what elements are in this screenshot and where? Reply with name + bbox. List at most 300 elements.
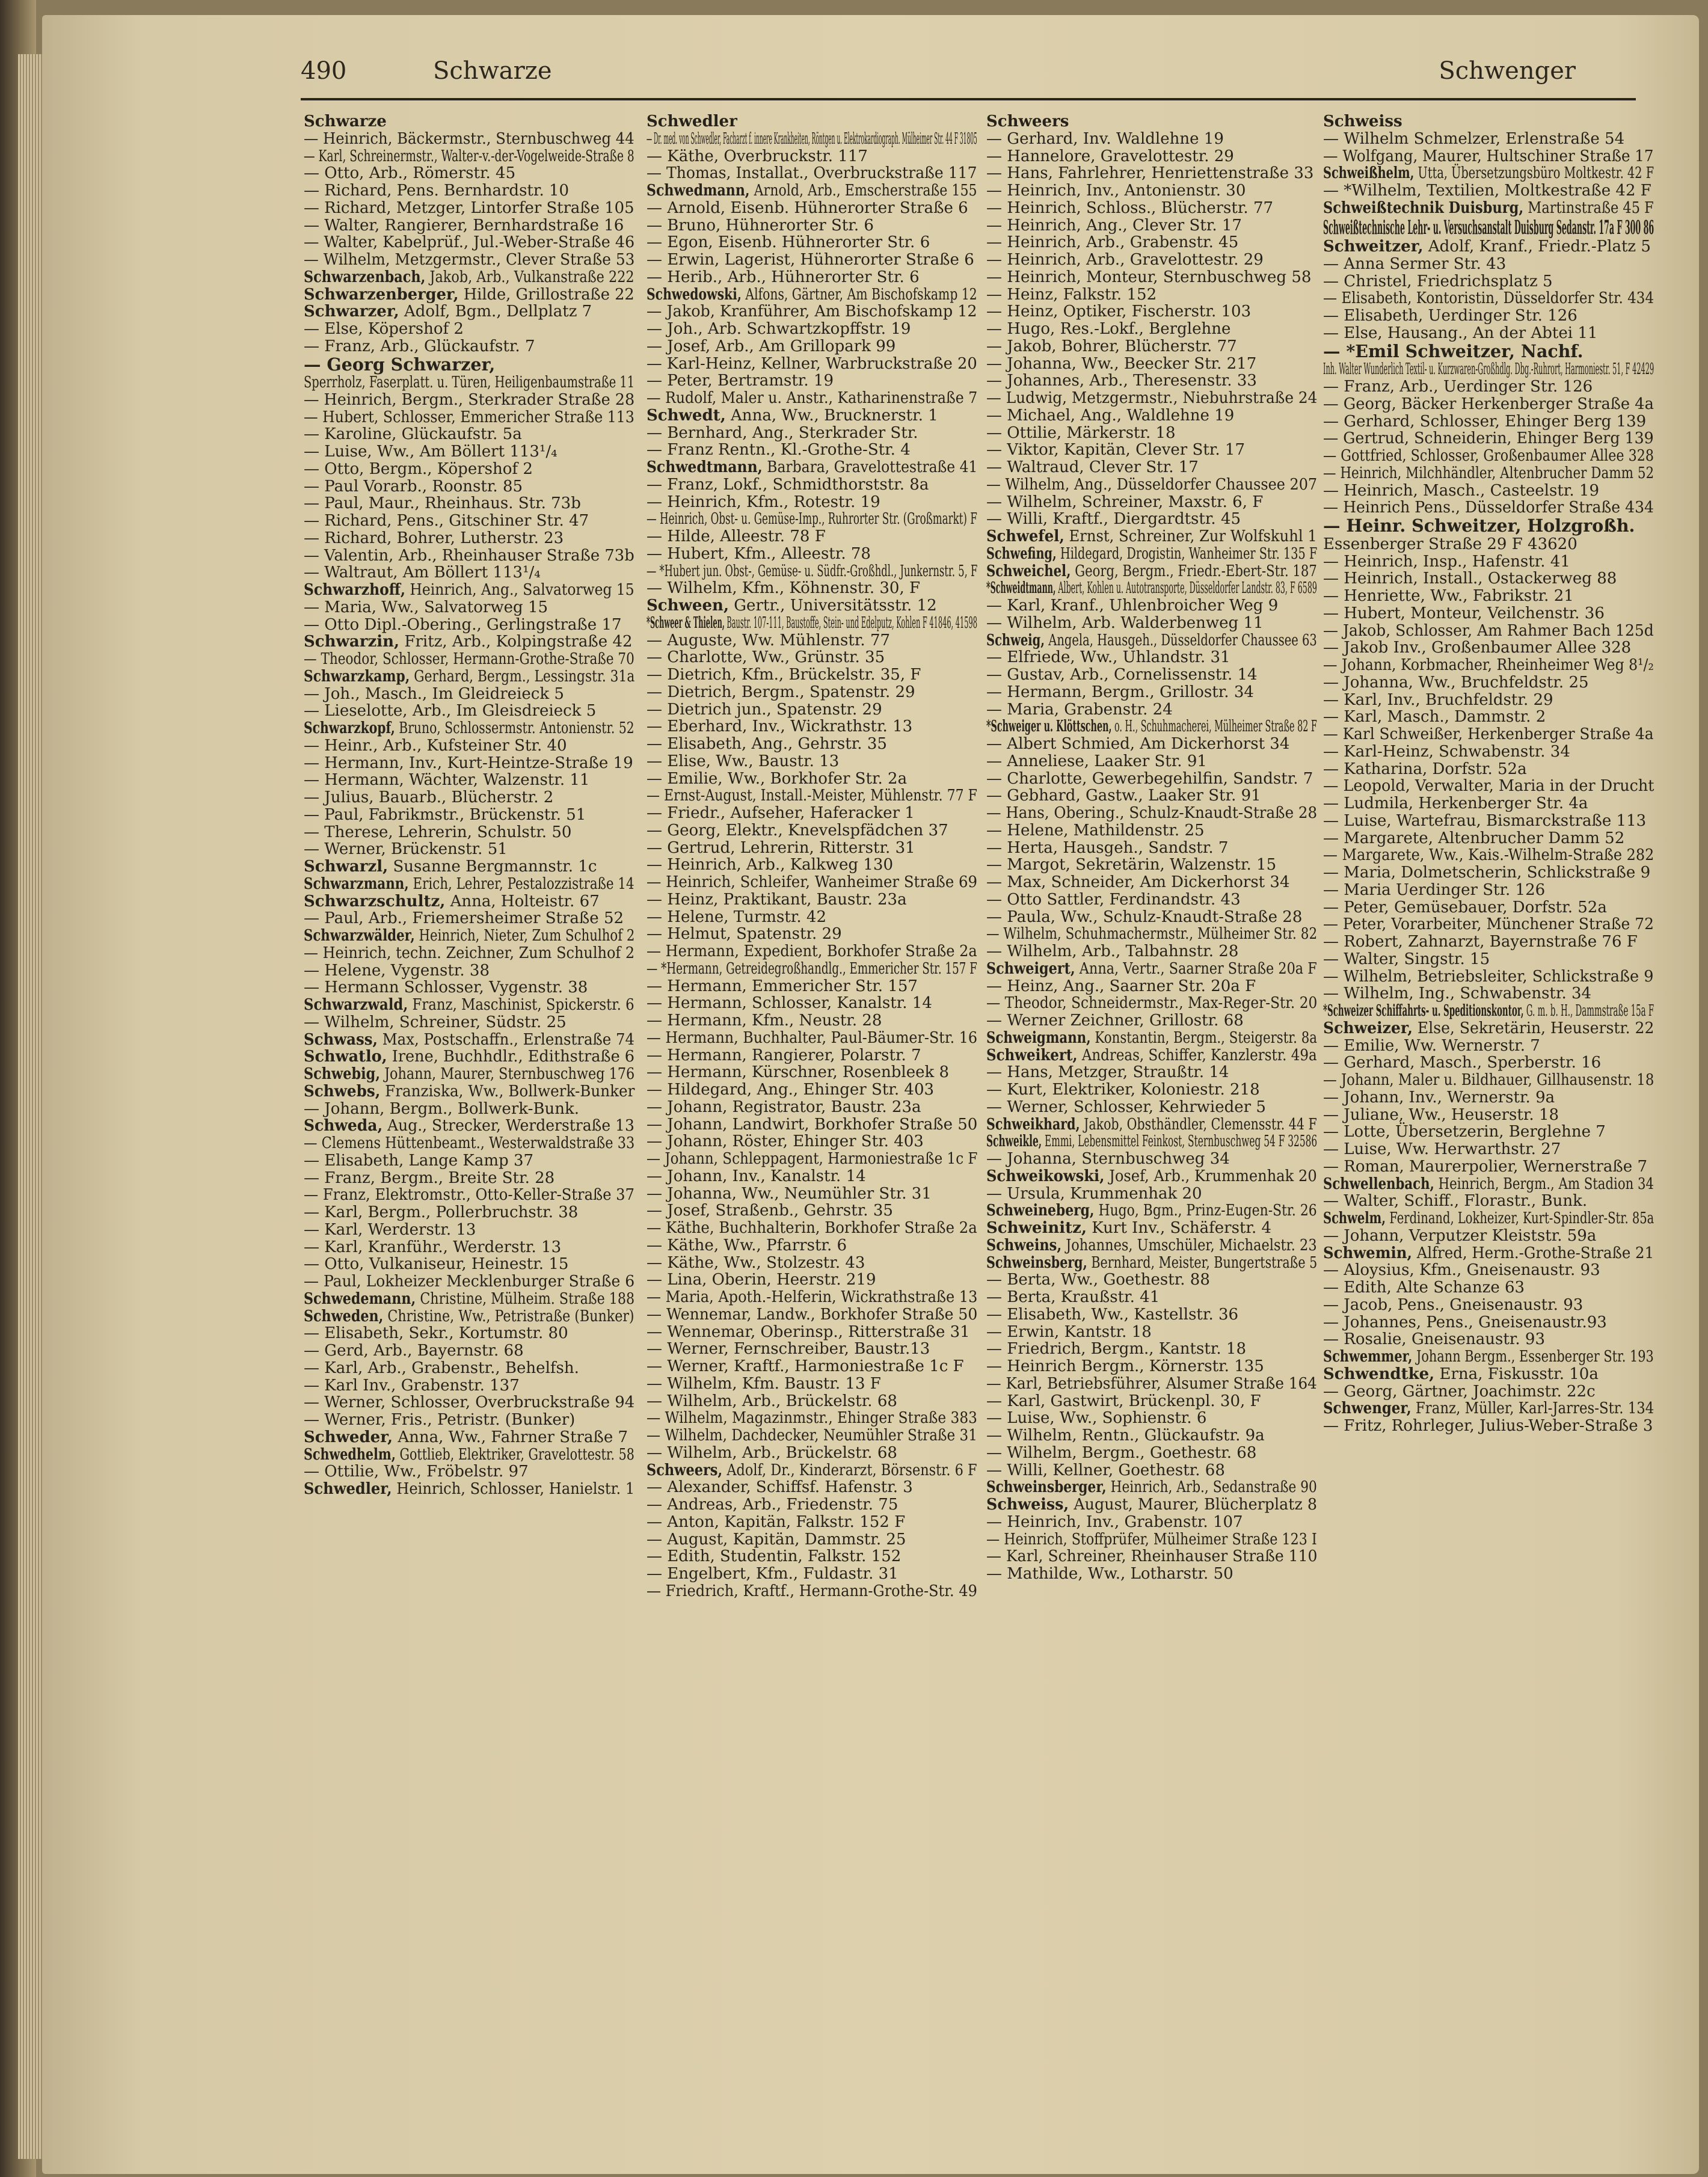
directory-entry (986, 753, 1320, 770)
entry-text: — Georg, Bäcker Herkenberger Straße 4a (1323, 395, 1654, 413)
directory-entry (647, 165, 980, 182)
entry-text: — Margot, Sekretärin, Walzenstr. 15 (986, 856, 1277, 874)
entry-text: — Peter, Vorarbeiter, Münchener Straße 72 (1323, 915, 1654, 934)
entry-name: Schweiss (1323, 113, 1402, 130)
entry-text: Baustr. 107-111, Baustoffe, Stein- und Edelputz, Kohlen F 41846, 41598 (724, 613, 977, 632)
directory-entry (1323, 361, 1657, 378)
directory-entry (647, 425, 980, 442)
directory-entry (1323, 256, 1657, 273)
entry-text: — Hildegard, Ang., Ehinger Str. 403 (647, 1081, 935, 1099)
entry-text: — Auguste, Ww. Mühlenstr. 77 (647, 631, 891, 649)
directory-entry (1323, 148, 1657, 165)
page-header (301, 57, 1576, 99)
directory-entry (986, 718, 1320, 735)
directory-entry (986, 165, 1320, 182)
entry-name: Schwedt, (647, 405, 726, 425)
directory-entry (647, 978, 980, 995)
entry-text: — Johanna, Sternbuschweg 34 (986, 1150, 1230, 1168)
directory-entry (647, 441, 980, 459)
entry-name: Schweikle, (986, 1132, 1042, 1151)
directory-entry (647, 684, 980, 701)
directory-entry (304, 1481, 637, 1498)
directory-entry (986, 528, 1320, 545)
directory-entry (1323, 1193, 1657, 1210)
entry-text: Martinstraße 45 F (1523, 198, 1654, 217)
directory-entry (1323, 761, 1657, 778)
directory-entry (304, 582, 637, 599)
entry-text: — Elisabeth, Kontoristin, Düsseldorfer Str. 434 (1323, 289, 1654, 308)
directory-entry (647, 787, 980, 805)
entry-name: Schweinitz, (986, 1218, 1087, 1237)
entry-text: — Julius, Bauarb., Blücherstr. 2 (304, 788, 554, 807)
directory-entry (647, 459, 980, 476)
header-rule (301, 98, 1636, 100)
entry-text: — Arnold, Eisenb. Hühnerorter Straße 6 (647, 198, 968, 217)
directory-entry (1323, 273, 1657, 290)
directory-entry (1323, 342, 1657, 361)
entry-text: — Johanna, Ww., Bruchfeldstr. 25 (1323, 673, 1589, 692)
entry-text: — Margarete, Ww., Kais.-Wilhelm-Straße 282 (1323, 846, 1654, 865)
directory-entry (1323, 1158, 1657, 1176)
directory-entry (1323, 1107, 1657, 1124)
directory-entry (986, 701, 1320, 719)
entry-text: — Dietrich, Bergm., Spatenstr. 29 (647, 683, 915, 701)
directory-entry (304, 165, 637, 182)
directory-entry (986, 943, 1320, 960)
directory-entry (647, 1220, 980, 1237)
entry-text: — Johann, Maler u. Bildhauer, Gillhausenstr. 18 (1323, 1071, 1654, 1090)
entry-text: — Maria, Dolmetscherin, Schlickstraße 9 (1323, 864, 1651, 882)
entry-text: — Luise, Ww., Sophienstr. 6 (986, 1409, 1207, 1428)
directory-entry (647, 805, 980, 822)
directory-entry (1323, 1348, 1657, 1366)
directory-entry (304, 182, 637, 200)
entry-text: — Roman, Maurerpolier, Wernerstraße 7 (1323, 1157, 1648, 1176)
entry-text: — Alexander, Schiffsf. Hafenstr. 3 (647, 1478, 913, 1497)
entry-text: — Jakob, Kranführer, Am Bischofskamp 12 (647, 302, 977, 321)
directory-entry (304, 945, 637, 962)
entry-name: Schweineberg, (986, 1201, 1095, 1220)
directory-entry (647, 1548, 980, 1565)
directory-entry (304, 996, 637, 1014)
directory-entry (304, 1463, 637, 1481)
entry-text: Barbara, Gravelottestraße 41 (762, 458, 978, 476)
directory-entry (304, 927, 637, 945)
directory-entry (1323, 726, 1657, 743)
directory-entry (647, 615, 980, 632)
entry-name: Schweikhard, (986, 1114, 1080, 1134)
directory-entry (647, 926, 980, 943)
entry-text: — Karl-Heinz, Kellner, Warbruckstraße 20 (647, 354, 977, 373)
directory-entry (1323, 882, 1657, 899)
entry-text: — Wilhelm, Schreiner, Maxstr. 6, F (986, 493, 1264, 511)
directory-entry (647, 390, 980, 407)
directory-entry (647, 1012, 980, 1030)
column-4 (1323, 113, 1657, 2152)
entry-text: — Kurt, Elektriker, Koloniestr. 218 (986, 1081, 1260, 1099)
entry-text: — Wilhelm Schmelzer, Erlenstraße 54 (1323, 129, 1625, 148)
directory-entry (647, 1150, 980, 1168)
entry-text: — Hans, Metzger, Straußtr. 14 (986, 1063, 1229, 1082)
directory-entry (647, 182, 980, 200)
entry-text: — Wilhelm, Kfm., Köhnenstr. 30, F (647, 579, 921, 598)
directory-entry (986, 1340, 1320, 1358)
directory-entry (647, 372, 980, 390)
directory-entry (304, 979, 637, 996)
directory-entry (986, 355, 1320, 373)
entry-text: Gerhard, Bergm., Lessingstr. 31a (410, 667, 635, 686)
directory-entry (647, 1254, 980, 1272)
entry-text: — Helene, Turmstr. 42 (647, 907, 827, 926)
entry-text: — Richard, Pens. Bernhardstr. 10 (304, 182, 570, 200)
directory-entry (1323, 482, 1657, 500)
entry-name: Schweizer, (1323, 1018, 1413, 1037)
entry-text: — Hermann, Inv., Kurt-Heintze-Straße 19 (304, 754, 633, 772)
entry-name: — Heinr. Schweitzer, Holzgroßh. (1323, 515, 1635, 536)
entry-text: Heinrich, Ang., Salvatorweg 15 (405, 581, 634, 600)
entry-text: Bruno, Schlossermstr. Antonienstr. 52 (395, 719, 634, 738)
directory-entry (986, 1445, 1320, 1462)
entry-name: Schwedowski, (647, 284, 742, 304)
directory-entry (986, 390, 1320, 407)
entry-text: — Johann, Inv., Wernerstr. 9a (1323, 1088, 1555, 1107)
directory-entry (986, 511, 1320, 528)
directory-entry (647, 476, 980, 494)
entry-text: — Gertrud, Schneiderin, Ehinger Berg 139 (1323, 429, 1654, 448)
directory-entry (304, 1411, 637, 1429)
entry-text: Heinrich, Arb., Sedanstraße 90 (1106, 1478, 1317, 1497)
directory-entry (986, 649, 1320, 666)
entry-text: Ferdinand, Lokheizer, Kurt-Spindler-Str. 85a (1386, 1209, 1654, 1228)
entry-text: — Ernst-August, Install.-Meister, Mühlenstr. 77 F (647, 787, 977, 805)
directory-entry (986, 960, 1320, 978)
entry-text: — Wilhelm, Arb., Brückelstr. 68 (647, 1392, 897, 1410)
directory-entry (1323, 1417, 1657, 1435)
entry-text: Arnold, Arb., Emscherstraße 155 (749, 182, 977, 200)
directory-entry (304, 1187, 637, 1204)
entry-text: Jakob, Arb., Vulkanstraße 222 (425, 268, 634, 286)
entry-text: Adolf, Dr., Kinderarzt, Börsenstr. 6 F (722, 1461, 977, 1479)
entry-text: Sperrholz, Faserplatt. u. Türen, Heiligenbaumstraße 11 (304, 373, 635, 392)
entry-text: — Anneliese, Laaker Str. 91 (986, 752, 1207, 770)
entry-text: — Paul, Arb., Friemersheimer Straße 52 (304, 909, 624, 928)
entry-text: — Wilhelm, Magazinmstr., Ehinger Straße 383 (647, 1409, 977, 1428)
entry-text: — Franz, Arb., Glückaufstr. 7 (304, 337, 535, 355)
directory-entry (304, 876, 637, 893)
directory-entry (304, 1360, 637, 1377)
entry-name: Schwarzkamp, (304, 666, 410, 686)
entry-text: — Franz, Elektromstr., Otto-Keller-Straße 37 (304, 1186, 634, 1205)
entry-text: — Hermann, Wächter, Walzenstr. 11 (304, 771, 590, 790)
directory-entry (647, 234, 980, 251)
entry-name: Schwedmann, (647, 181, 750, 200)
entry-text: Andreas, Schiffer, Kanzlerstr. 49a (1077, 1046, 1317, 1064)
directory-entry (304, 720, 637, 737)
entry-text: — Werner, Schlosser, Overbruckstraße 94 (304, 1393, 635, 1412)
entry-text: — *Hermann, Getreidegroßhandlg., Emmericher Str. 157 F (647, 959, 977, 978)
directory-entry (647, 321, 980, 338)
directory-entry (1323, 1297, 1657, 1314)
directory-entry (986, 1220, 1320, 1237)
directory-entry (304, 1325, 637, 1342)
directory-entry (304, 1031, 637, 1049)
directory-entry (647, 874, 980, 891)
directory-entry (647, 995, 980, 1012)
directory-entry (304, 1308, 637, 1325)
entry-text: — Anna Sermer Str. 43 (1323, 254, 1507, 273)
entry-text: Josef, Arb., Krummenhak 20 (1104, 1167, 1317, 1185)
directory-entry (647, 1081, 980, 1099)
directory-entry (1323, 1245, 1657, 1262)
directory-entry (986, 1133, 1320, 1150)
directory-entry (304, 616, 637, 634)
directory-entry (986, 303, 1320, 321)
entry-text: — Heinrich, Install., Ostackerweg 88 (1323, 570, 1617, 588)
directory-entry (647, 511, 980, 528)
entry-text: — Edith, Alte Schanze 63 (1323, 1279, 1525, 1297)
entry-text: — Herta, Hausgeh., Sandstr. 7 (986, 838, 1229, 857)
entry-text: — Johannes, Arb., Theresenstr. 33 (986, 372, 1257, 390)
directory-entry (986, 441, 1320, 459)
directory-entry (986, 113, 1320, 130)
directory-entry (647, 580, 980, 597)
entry-name: Schwarzwald, (304, 995, 408, 1015)
directory-entry (304, 1135, 637, 1152)
directory-entry (986, 1047, 1320, 1064)
column-2 (647, 113, 980, 2152)
directory-entry (304, 443, 637, 461)
entry-text: — Heinrich, Inv., Grabenstr. 107 (986, 1512, 1243, 1531)
directory-entry (986, 1410, 1320, 1427)
entry-text: — Rosalie, Gneisenaustr. 93 (1323, 1330, 1546, 1349)
entry-text: — Heinrich, Milchhändler, Altenbrucher Damm 52 (1323, 464, 1654, 482)
entry-text: — Paul, Fabrikmstr., Brückenstr. 51 (304, 805, 586, 824)
directory-entry (986, 372, 1320, 390)
entry-text: — Michael, Ang., Waldlehne 19 (986, 406, 1235, 425)
entry-text: — Maria, Grabenstr. 24 (986, 700, 1173, 719)
directory-entry (1323, 1383, 1657, 1401)
directory-entry (986, 995, 1320, 1012)
entry-text: — Hermann, Bergm., Grillostr. 34 (986, 683, 1254, 701)
entry-text: — Theodor, Schneidermstr., Max-Reger-Str. 20 (986, 994, 1318, 1013)
directory-entry (647, 856, 980, 874)
entry-text: Inh. Walter Wunderlich Textil- u. Kurzwaren-Großhdlg. Dbg.-Ruhrort, Harmoniestr. 51, F 42429 (1323, 360, 1654, 379)
entry-text: Utta, Übersetzungsbüro Moltkestr. 42 F (1414, 164, 1654, 183)
entry-name: Schwarzin, (304, 632, 400, 651)
entry-text: Anna, Ww., Fahrner Straße 7 (393, 1428, 628, 1446)
entry-text: — Heinz, Ang., Saarner Str. 20a F (986, 977, 1256, 995)
entry-name: *Schweidtmann, (986, 579, 1056, 598)
entry-name: Schweers (986, 113, 1069, 130)
entry-text: — Heinrich, techn. Zeichner, Zum Schulhof 2 (304, 944, 635, 962)
directory-entry (304, 461, 637, 478)
directory-entry (647, 1185, 980, 1203)
entry-name: Schweden, (304, 1306, 384, 1325)
directory-entry (647, 148, 980, 165)
directory-entry (1323, 639, 1657, 657)
entry-text: — Otto, Arb., Römerstr. 45 (304, 164, 516, 183)
directory-entry (647, 597, 980, 615)
entry-text: — Rudolf, Maler u. Anstr., Katharinenstraße 7 (647, 389, 978, 407)
directory-entry (304, 200, 637, 217)
entry-name: — Georg Schwarzer, (304, 354, 496, 375)
entry-text: — Waltraud, Clever Str. 17 (986, 458, 1199, 476)
directory-entry (647, 1306, 980, 1324)
directory-entry (986, 735, 1320, 753)
directory-entry (986, 666, 1320, 684)
entry-text: — Edith, Studentin, Falkstr. 152 (647, 1547, 902, 1566)
directory-entry (1323, 307, 1657, 325)
directory-entry (986, 217, 1320, 235)
directory-entry (986, 978, 1320, 995)
directory-entry (1323, 1141, 1657, 1158)
directory-entry (986, 1150, 1320, 1168)
entry-text: Hildegard, Drogistin, Wanheimer Str. 135 F (1056, 544, 1318, 563)
directory-entry (1323, 553, 1657, 571)
entry-text: — Wilhelm, Arb. Walderbenweg 11 (986, 613, 1264, 632)
directory-entry (304, 962, 637, 980)
entry-name: Schwenger, (1323, 1399, 1412, 1418)
directory-entry (986, 1012, 1320, 1030)
directory-entry (304, 355, 637, 375)
directory-entry (304, 409, 637, 426)
directory-entry (1323, 1054, 1657, 1072)
directory-entry (304, 1083, 637, 1101)
directory-entry (647, 1496, 980, 1514)
directory-entry (647, 1462, 980, 1479)
directory-entry (304, 512, 637, 530)
directory-entry (304, 1342, 637, 1360)
directory-entry (304, 1066, 637, 1083)
directory-entry (986, 1496, 1320, 1514)
entry-text: Johann, Maurer, Sternbuschweg 176 (379, 1065, 635, 1084)
directory-entry (1323, 1366, 1657, 1383)
entry-text: — August, Kapitän, Dammstr. 25 (647, 1530, 906, 1549)
entry-name: Schwedtmann, (647, 458, 763, 476)
entry-text: — Franz, Arb., Uerdinger Str. 126 (1323, 378, 1593, 396)
directory-entry (647, 130, 980, 148)
entry-text: — Georg, Elektr., Knevelspfädchen 37 (647, 821, 948, 840)
entry-text: — Elisabeth, Ww., Kastellstr. 36 (986, 1305, 1239, 1324)
entry-name: Schwedhelm, (304, 1445, 396, 1464)
entry-text: — *Hubert jun. Obst-, Gemüse- u. Südfr.-Großhdl., Junkernstr. 5, F (647, 562, 978, 580)
directory-entry (1323, 200, 1657, 217)
entry-text: — Johannes, Pens., Gneisenaustr.93 (1323, 1313, 1607, 1331)
header-left-keyword: Schwarze (433, 57, 552, 85)
entry-text: — Karl Schweißer, Herkenberger Straße 4a (1323, 725, 1654, 744)
entry-name: Schwelm, (1323, 1209, 1386, 1228)
entry-text: — Heinrich, Schloss., Blücherstr. 77 (986, 198, 1274, 217)
directory-entry (304, 1117, 637, 1135)
directory-entry (1323, 517, 1657, 536)
directory-entry (647, 1565, 980, 1583)
entry-text: — Johann, Landwirt, Borkhofer Straße 50 (647, 1115, 978, 1134)
directory-entry (986, 805, 1320, 822)
entry-text: — Johann, Röster, Ehinger Str. 403 (647, 1132, 924, 1151)
directory-entry (986, 684, 1320, 701)
entry-text: — Elfriede, Ww., Uhlandstr. 31 (986, 648, 1230, 667)
directory-entry (647, 113, 980, 130)
entry-text: o. H., Schuhmacherei, Mülheimer Straße 82 F (1111, 717, 1317, 736)
entry-text: — Richard, Pens., Gitschiner Str. 47 (304, 512, 589, 530)
directory-entry (986, 1030, 1320, 1047)
directory-entry (647, 1410, 980, 1427)
entry-name: Schweers, (647, 1460, 723, 1479)
entry-text: Franz, Maschinist, Spickerstr. 6 (408, 996, 634, 1015)
directory-entry (647, 1237, 980, 1254)
directory-entry (986, 1168, 1320, 1185)
directory-entry (1323, 951, 1657, 968)
entry-text: Emmi, Lebensmittel Feinkost, Sternbuschweg 54 F 32586 (1042, 1132, 1318, 1151)
directory-entry (647, 217, 980, 235)
entry-name: Schwarzwälder, (304, 926, 415, 945)
directory-entry (647, 960, 980, 978)
entry-name: Schweda, (304, 1116, 383, 1135)
page-edges (18, 54, 43, 2159)
entry-text: — Heinrich, Masch., Casteelstr. 19 (1323, 481, 1600, 500)
entry-text: — Hermann, Kürschner, Rosenbleek 8 (647, 1063, 950, 1082)
entry-text: Alfons, Gärtner, Am Bischofskamp 12 (741, 285, 977, 304)
entry-text: — Hermann, Expedient, Borkhofer Straße 2a (647, 942, 977, 960)
directory-entry (986, 770, 1320, 788)
entry-name: Schwarzmann, (304, 874, 409, 893)
entry-text: — Karl, Betriebsführer, Alsumer Straße 164 (986, 1374, 1317, 1393)
entry-text: Bernhard, Meister, Bungertstraße 5 (1087, 1253, 1318, 1272)
entry-text: — Heinrich Bergm., Körnerstr. 135 (986, 1357, 1264, 1375)
entry-text: Anna, Vertr., Saarner Straße 20a F (1075, 959, 1317, 978)
entry-text: — Margarete, Altenbrucher Damm 52 (1323, 829, 1625, 847)
entry-text: Franziska, Ww., Bollwerk-Bunker (380, 1082, 635, 1101)
entry-text: — Ottilie, Ww., Fröbelstr. 97 (304, 1463, 529, 1481)
directory-entry (304, 1291, 637, 1308)
entry-text: — Werner Zeichner, Grillostr. 68 (986, 1012, 1244, 1030)
directory-entry (304, 1014, 637, 1031)
entry-name: Schwatlo, (304, 1047, 387, 1066)
entry-text: — Ottilie, Märkerstr. 18 (986, 423, 1176, 442)
entry-text: — Hugo, Res.-Lokf., Berglehne (986, 320, 1231, 338)
entry-text: — Joh., Masch., Im Gleidreieck 5 (304, 684, 564, 703)
entry-text: — Heinrich, Insp., Hafenstr. 41 (1323, 552, 1570, 571)
directory-entry (1323, 1331, 1657, 1348)
directory-entry (1323, 325, 1657, 342)
directory-entry (304, 478, 637, 496)
directory-entry (647, 494, 980, 511)
entry-text: — Aloysius, Kfm., Gneisenaustr. 93 (1323, 1261, 1600, 1280)
entry-text: — Karl, Masch., Dammstr. 2 (1323, 708, 1546, 726)
directory-entry (986, 459, 1320, 476)
entry-text: — Johann, Inv., Kanalstr. 14 (647, 1167, 866, 1185)
entry-text: — Franz Rentn., Kl.-Grothe-Str. 4 (647, 441, 911, 459)
entry-text: — Luise, Ww. Herwarthstr. 27 (1323, 1140, 1561, 1159)
directory-entry (986, 182, 1320, 200)
directory-entry (1323, 778, 1657, 795)
entry-name: Schwebig, (304, 1064, 380, 1084)
entry-text: — Wilhelm, Kfm. Baustr. 13 F (647, 1374, 881, 1393)
directory-entry (1323, 570, 1657, 588)
entry-text: — Gerhard, Schlosser, Ehinger Berg 139 (1323, 412, 1647, 431)
entry-text: — Wilhelm, Arb., Talbahnstr. 28 (986, 942, 1239, 960)
entry-text: — Maria, Apoth.-Helferin, Wickrathstraße 13 (647, 1288, 978, 1306)
entry-name: Schwarzhoff, (304, 580, 406, 600)
entry-text: — Robert, Zahnarzt, Bayernstraße 76 F (1323, 933, 1638, 951)
directory-entry (304, 303, 637, 321)
entry-text: — Christel, Friedrichsplatz 5 (1323, 272, 1553, 290)
entry-text: — Berta, Kraußstr. 41 (986, 1288, 1160, 1306)
directory-entry (304, 148, 637, 165)
directory-entry (647, 563, 980, 580)
entry-text: — Emilie, Ww., Borkhofer Str. 2a (647, 769, 908, 788)
entry-text: Johannes, Umschüler, Michaelstr. 23 (1061, 1236, 1317, 1254)
